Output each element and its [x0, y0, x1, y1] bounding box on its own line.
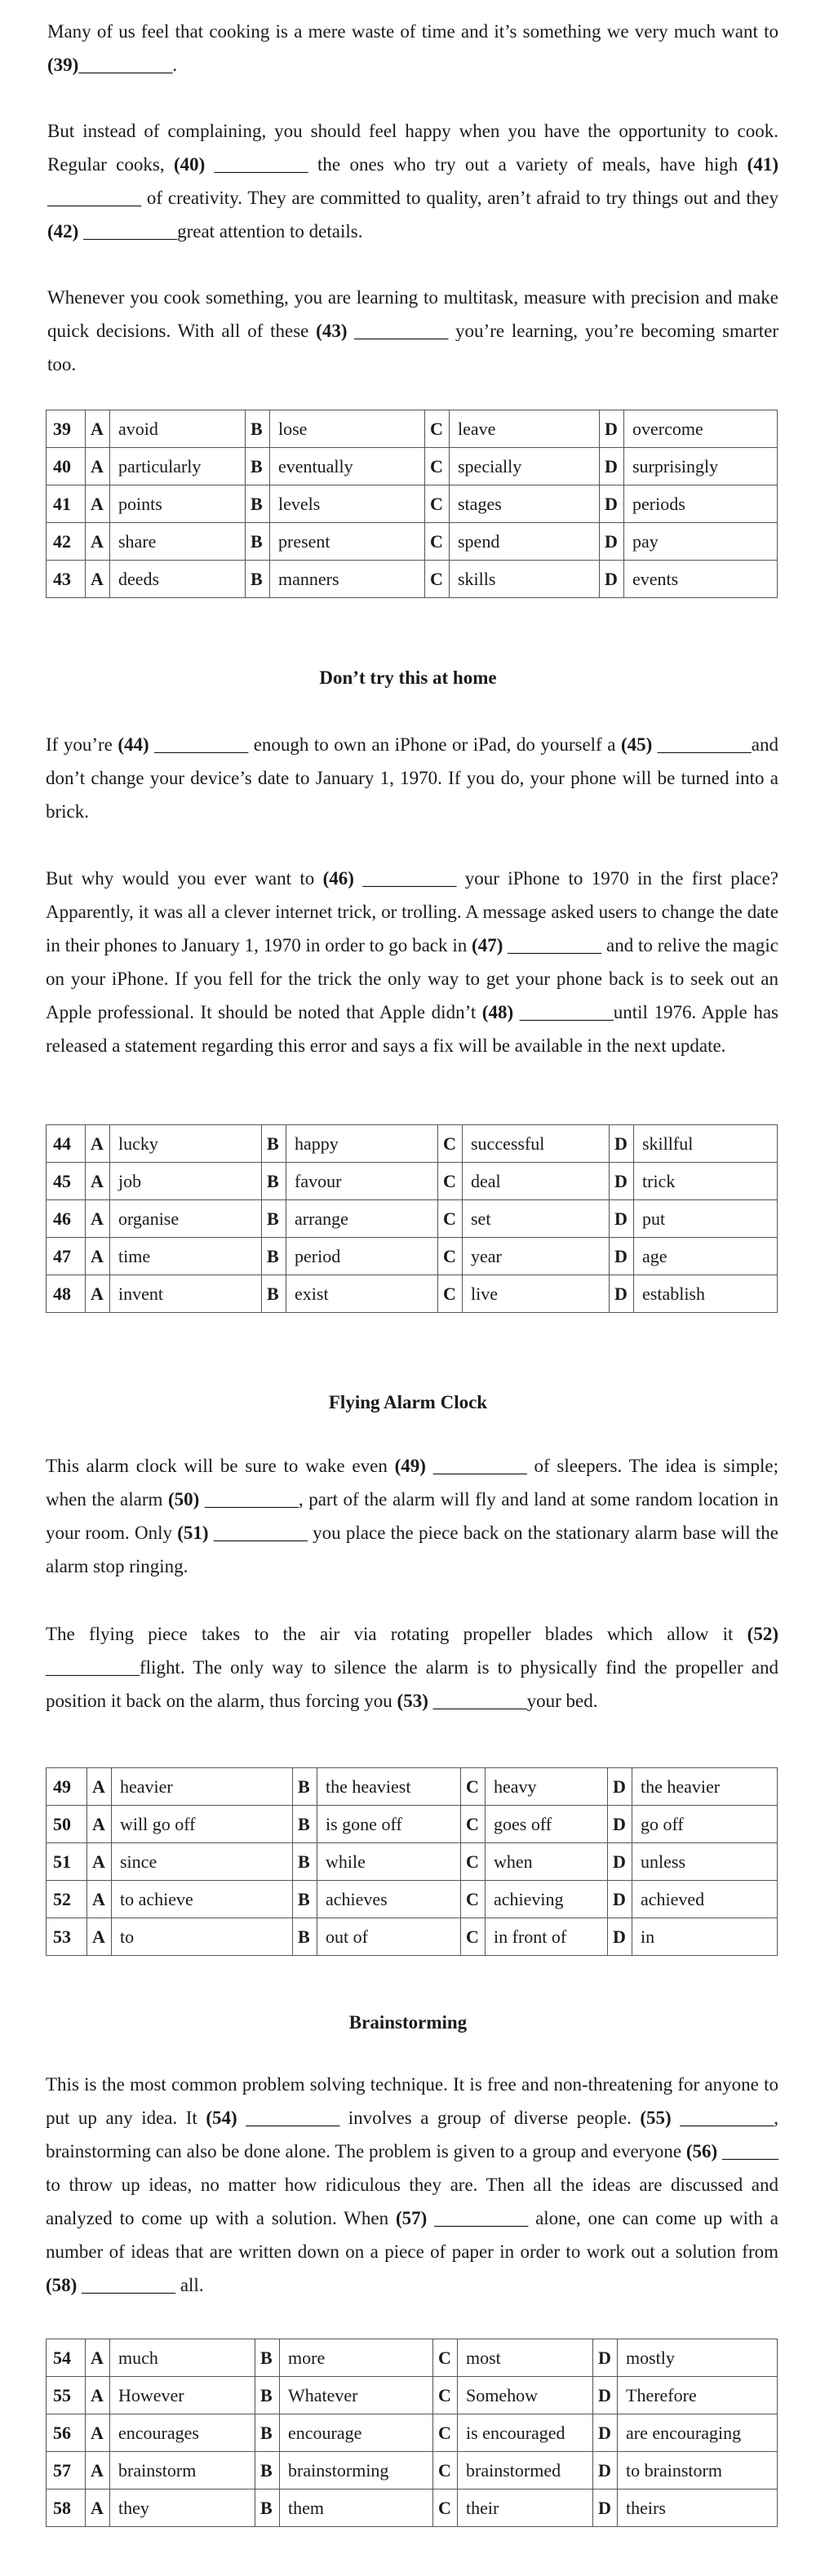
option-letter-a: A: [86, 410, 110, 448]
option-c: goes off: [486, 1806, 608, 1843]
option-d: surprisingly: [624, 448, 778, 485]
option-letter-c: C: [433, 2377, 458, 2414]
option-b: is gone off: [317, 1806, 461, 1843]
option-letter-c: C: [438, 1200, 463, 1238]
option-a: to: [112, 1918, 293, 1956]
option-c: heavy: [486, 1768, 608, 1806]
option-c: specially: [450, 448, 600, 485]
option-letter-a: A: [86, 485, 110, 523]
option-d: mostly: [618, 2339, 778, 2377]
blank-number: (45): [620, 734, 653, 755]
option-letter-d: D: [600, 485, 624, 523]
option-letter-c: C: [433, 2339, 458, 2377]
options-table: [46, 2339, 778, 2527]
option-c: their: [458, 2490, 593, 2527]
option-letter-a: A: [87, 1843, 112, 1881]
option-a: since: [112, 1843, 293, 1881]
question-number: 45: [47, 1163, 86, 1200]
option-b: brainstorming: [280, 2452, 433, 2490]
option-c: year: [463, 1238, 610, 1275]
paragraph: [46, 1449, 778, 1583]
option-d: age: [634, 1238, 778, 1275]
question-row: [47, 2377, 778, 2414]
option-a: job: [110, 1163, 262, 1200]
question-number: 48: [47, 1275, 86, 1313]
option-letter-c: C: [425, 410, 450, 448]
option-letter-b: B: [262, 1275, 286, 1313]
question-row: [47, 1238, 778, 1275]
question-number: 58: [47, 2490, 86, 2527]
option-a: invent: [110, 1275, 262, 1313]
option-d: theirs: [618, 2490, 778, 2527]
paragraph: [46, 1617, 778, 1718]
option-b: levels: [270, 485, 425, 523]
option-b: arrange: [286, 1200, 438, 1238]
blank-number: (49): [394, 1456, 426, 1476]
section-title: Brainstorming: [348, 2012, 468, 2033]
option-letter-c: C: [461, 1768, 486, 1806]
option-letter-d: D: [593, 2377, 618, 2414]
option-letter-d: D: [600, 410, 624, 448]
paragraph-text: __________ enough to own an iPhone or iPad, do yourself a: [149, 734, 621, 755]
blank-number: (47): [472, 935, 503, 955]
option-letter-d: D: [608, 1806, 632, 1843]
question-number: 54: [47, 2339, 86, 2377]
options-table: [46, 1124, 778, 1313]
option-letter-a: A: [86, 1163, 110, 1200]
option-c: set: [463, 1200, 610, 1238]
paragraph-text: __________ you place the piece back on the stationary alarm base will the alarm stop ringing.: [46, 1523, 778, 1576]
question-row: [47, 1881, 778, 1918]
paragraph-text: __________ of sleepers. The idea is simple; when the alarm: [46, 1456, 778, 1510]
paragraph-text: The flying piece takes to the air via rotating propeller blades which allow it: [46, 1624, 747, 1644]
option-letter-a: A: [87, 1918, 112, 1956]
option-letter-a: A: [86, 2339, 110, 2377]
paragraph-text: __________and don’t change your device’s date to January 1, 1970. If you do, your phone will be turned into a brick.: [46, 734, 778, 822]
option-letter-d: D: [593, 2490, 618, 2527]
option-a: avoid: [110, 410, 246, 448]
question-row: [47, 523, 778, 561]
blank-number: (53): [397, 1691, 428, 1711]
question-number: 55: [47, 2377, 86, 2414]
section-title: Flying Alarm Clock: [328, 1392, 488, 1412]
option-b: out of: [317, 1918, 461, 1956]
option-a: brainstorm: [110, 2452, 255, 2490]
option-d: Therefore: [618, 2377, 778, 2414]
question-number: 50: [47, 1806, 87, 1843]
question-row: [47, 1200, 778, 1238]
option-b: lose: [270, 410, 425, 448]
option-letter-c: C: [461, 1881, 486, 1918]
option-c: is encouraged: [458, 2414, 593, 2452]
option-letter-b: B: [262, 1125, 286, 1163]
question-row: [47, 410, 778, 448]
option-letter-a: A: [86, 561, 110, 598]
option-c: brainstormed: [458, 2452, 593, 2490]
option-letter-a: A: [87, 1768, 112, 1806]
paragraph-text: __________.: [78, 55, 178, 75]
option-letter-d: D: [608, 1918, 632, 1956]
paragraph: [47, 281, 778, 381]
option-a: particularly: [110, 448, 246, 485]
question-row: [47, 1768, 778, 1806]
option-c: when: [486, 1843, 608, 1881]
option-a: share: [110, 523, 246, 561]
question-number: 51: [47, 1843, 87, 1881]
blank-number: (51): [177, 1523, 209, 1543]
option-letter-c: C: [461, 1843, 486, 1881]
option-a: points: [110, 485, 246, 523]
option-b: period: [286, 1238, 438, 1275]
option-c: leave: [450, 410, 600, 448]
option-letter-b: B: [293, 1918, 317, 1956]
blank-number: (42): [47, 221, 79, 242]
blank-number: (54): [206, 2108, 237, 2128]
paragraph-text: __________ all.: [77, 2275, 204, 2295]
question-number: 39: [47, 410, 86, 448]
option-b: the heaviest: [317, 1768, 461, 1806]
question-number: 57: [47, 2452, 86, 2490]
question-row: [47, 1275, 778, 1313]
option-letter-d: D: [600, 523, 624, 561]
option-letter-c: C: [438, 1163, 463, 1200]
option-c: Somehow: [458, 2377, 593, 2414]
option-a: lucky: [110, 1125, 262, 1163]
option-a: they: [110, 2490, 255, 2527]
option-letter-b: B: [255, 2377, 280, 2414]
option-a: will go off: [112, 1806, 293, 1843]
option-letter-c: C: [425, 523, 450, 561]
blank-number: (58): [46, 2275, 78, 2295]
paragraph-text: __________great attention to details.: [78, 221, 363, 242]
option-b: encourage: [280, 2414, 433, 2452]
paragraph-text: __________, part of the alarm will fly and land at some random location in your room. Only: [46, 1489, 778, 1543]
option-letter-b: B: [255, 2490, 280, 2527]
question-row: [47, 1806, 778, 1843]
option-letter-c: C: [461, 1806, 486, 1843]
question-row: [47, 1125, 778, 1163]
option-c: spend: [450, 523, 600, 561]
question-row: [47, 485, 778, 523]
paragraph: [46, 2068, 778, 2302]
option-d: go off: [632, 1806, 778, 1843]
option-letter-d: D: [608, 1768, 632, 1806]
option-letter-d: D: [610, 1200, 634, 1238]
paragraph: [46, 728, 778, 828]
option-d: events: [624, 561, 778, 598]
option-c: achieving: [486, 1881, 608, 1918]
option-letter-d: D: [600, 561, 624, 598]
option-b: manners: [270, 561, 425, 598]
paragraph-text: __________ of creativity. They are committed to quality, aren’t afraid to try things out and they: [47, 188, 778, 208]
option-letter-d: D: [608, 1881, 632, 1918]
option-letter-b: B: [262, 1163, 286, 1200]
paragraph-text: Many of us feel that cooking is a mere waste of time and it’s something we very much want to: [47, 21, 778, 42]
option-letter-b: B: [293, 1768, 317, 1806]
option-letter-d: D: [593, 2452, 618, 2490]
paragraph: [46, 862, 778, 1062]
option-letter-d: D: [610, 1238, 634, 1275]
option-d: pay: [624, 523, 778, 561]
option-letter-a: A: [86, 1125, 110, 1163]
option-letter-d: D: [593, 2414, 618, 2452]
option-letter-c: C: [425, 561, 450, 598]
option-d: unless: [632, 1843, 778, 1881]
blank-number: (41): [747, 154, 778, 175]
paragraph-text: __________ the ones who try out a variety of meals, have high: [205, 154, 747, 175]
option-letter-b: B: [246, 448, 270, 485]
option-letter-c: C: [433, 2414, 458, 2452]
option-letter-d: D: [610, 1163, 634, 1200]
option-letter-d: D: [610, 1275, 634, 1313]
option-letter-a: A: [86, 1238, 110, 1275]
option-letter-b: B: [293, 1881, 317, 1918]
option-b: exist: [286, 1275, 438, 1313]
option-d: to brainstorm: [618, 2452, 778, 2490]
question-number: 44: [47, 1125, 86, 1163]
option-letter-b: B: [262, 1200, 286, 1238]
option-letter-c: C: [433, 2452, 458, 2490]
option-b: Whatever: [280, 2377, 433, 2414]
option-letter-d: D: [593, 2339, 618, 2377]
blank-number: (39): [47, 55, 79, 75]
option-letter-a: A: [86, 2490, 110, 2527]
question-number: 47: [47, 1238, 86, 1275]
option-d: skillful: [634, 1125, 778, 1163]
option-b: them: [280, 2490, 433, 2527]
option-letter-a: A: [86, 1200, 110, 1238]
option-letter-c: C: [433, 2490, 458, 2527]
options-table: [46, 1767, 778, 1956]
paragraph: [47, 15, 778, 82]
option-letter-b: B: [255, 2339, 280, 2377]
option-letter-d: D: [600, 448, 624, 485]
question-number: 56: [47, 2414, 86, 2452]
question-row: [47, 1163, 778, 1200]
paragraph-text: But instead of complaining, you should feel happy when you have the opportunity to cook. Regular cooks,: [47, 121, 778, 175]
option-letter-c: C: [425, 485, 450, 523]
question-number: 43: [47, 561, 86, 598]
option-b: eventually: [270, 448, 425, 485]
option-letter-c: C: [438, 1125, 463, 1163]
blank-number: (44): [118, 734, 149, 755]
option-d: put: [634, 1200, 778, 1238]
blank-number: (43): [316, 321, 348, 341]
paragraph-text: __________ involves a group of diverse people.: [237, 2108, 641, 2128]
question-row: [47, 1918, 778, 1956]
question-row: [47, 1843, 778, 1881]
option-a: to achieve: [112, 1881, 293, 1918]
option-c: successful: [463, 1125, 610, 1163]
option-letter-b: B: [262, 1238, 286, 1275]
paragraph-text: __________ you’re learning, you’re becoming smarter too.: [47, 321, 778, 375]
section-title: Don’t try this at home: [319, 667, 497, 688]
paragraph-text: __________ and to relive the magic on your iPhone. If you fell for the trick the only way to get your phone back is to seek out an Apple professional. It should be noted that Apple didn’t: [46, 935, 778, 1022]
blank-number: (40): [173, 154, 206, 175]
option-d: achieved: [632, 1881, 778, 1918]
option-d: overcome: [624, 410, 778, 448]
option-letter-d: D: [610, 1125, 634, 1163]
option-letter-b: B: [246, 485, 270, 523]
question-number: 41: [47, 485, 86, 523]
option-a: deeds: [110, 561, 246, 598]
question-number: 40: [47, 448, 86, 485]
question-row: [47, 2414, 778, 2452]
option-letter-b: B: [255, 2414, 280, 2452]
option-b: present: [270, 523, 425, 561]
option-letter-a: A: [87, 1881, 112, 1918]
paragraph-text: Whenever you cook something, you are learning to multitask, measure with precision and make quick decisions. With all of these: [47, 287, 778, 341]
option-d: establish: [634, 1275, 778, 1313]
option-b: more: [280, 2339, 433, 2377]
question-row: [47, 2490, 778, 2527]
option-a: heavier: [112, 1768, 293, 1806]
question-number: 53: [47, 1918, 87, 1956]
blank-number: (48): [481, 1002, 514, 1022]
option-a: However: [110, 2377, 255, 2414]
option-letter-a: A: [87, 1806, 112, 1843]
option-letter-b: B: [246, 410, 270, 448]
option-a: time: [110, 1238, 262, 1275]
option-letter-c: C: [461, 1918, 486, 1956]
option-a: much: [110, 2339, 255, 2377]
option-letter-b: B: [293, 1806, 317, 1843]
option-a: organise: [110, 1200, 262, 1238]
option-letter-b: B: [246, 561, 270, 598]
question-number: 52: [47, 1881, 87, 1918]
option-c: in front of: [486, 1918, 608, 1956]
question-number: 46: [47, 1200, 86, 1238]
blank-number: (55): [640, 2108, 672, 2128]
option-letter-b: B: [246, 523, 270, 561]
option-c: skills: [450, 561, 600, 598]
blank-number: (56): [685, 2141, 718, 2161]
option-letter-a: A: [86, 448, 110, 485]
question-row: [47, 448, 778, 485]
question-number: 49: [47, 1768, 87, 1806]
option-letter-a: A: [86, 523, 110, 561]
option-letter-a: A: [86, 1275, 110, 1313]
option-c: most: [458, 2339, 593, 2377]
paragraph-text: __________flight. The only way to silence the alarm is to physically find the propeller and position it back on the alarm, thus forcing you: [46, 1657, 778, 1711]
option-b: favour: [286, 1163, 438, 1200]
option-a: encourages: [110, 2414, 255, 2452]
paragraph-text: __________until 1976. Apple has released a statement regarding this error and says a fix will be available in the next update.: [46, 1002, 778, 1056]
option-letter-a: A: [86, 2377, 110, 2414]
paragraph-text: __________, brainstorming can also be done alone. The problem is given to a group and everyone: [46, 2108, 778, 2161]
paragraph-text: This alarm clock will be sure to wake even: [46, 1456, 395, 1476]
option-d: trick: [634, 1163, 778, 1200]
option-b: achieves: [317, 1881, 461, 1918]
option-letter-a: A: [86, 2414, 110, 2452]
option-b: while: [317, 1843, 461, 1881]
option-letter-d: D: [608, 1843, 632, 1881]
paragraph-text: __________ alone, one can come up with a number of ideas that are written down on a piece of paper in order to work out a solution from: [46, 2208, 778, 2262]
question-row: [47, 2452, 778, 2490]
option-c: stages: [450, 485, 600, 523]
option-letter-c: C: [438, 1275, 463, 1313]
blank-number: (52): [747, 1624, 778, 1644]
option-c: deal: [463, 1163, 610, 1200]
paragraph-text: __________ your iPhone to 1970 in the first place? Apparently, it was all a clever internet trick, or trolling. A message asked users to change the date in their phones to January 1, 1970 in order to go back in: [46, 868, 779, 955]
option-d: the heavier: [632, 1768, 778, 1806]
option-letter-c: C: [438, 1238, 463, 1275]
paragraph: [47, 114, 778, 248]
blank-number: (50): [168, 1489, 200, 1510]
blank-number: (46): [322, 868, 354, 889]
option-c: live: [463, 1275, 610, 1313]
blank-number: (57): [395, 2208, 428, 2228]
paragraph-text: __________your bed.: [428, 1691, 598, 1711]
option-d: are encouraging: [618, 2414, 778, 2452]
options-table: [46, 410, 778, 598]
option-letter-a: A: [86, 2452, 110, 2490]
question-row: [47, 2339, 778, 2377]
paragraph-text: If you’re: [46, 734, 118, 755]
paragraph-text: This is the most common problem solving technique. It is free and non-threatening for anyone to put up any idea. It: [46, 2074, 778, 2128]
option-d: in: [632, 1918, 778, 1956]
option-letter-b: B: [255, 2452, 280, 2490]
option-letter-c: C: [425, 448, 450, 485]
option-d: periods: [624, 485, 778, 523]
question-number: 42: [47, 523, 86, 561]
paragraph-text: ______ to throw up ideas, no matter how ridiculous they are. Then all the ideas are discussed and analyzed to come up with a solution. When: [46, 2141, 778, 2228]
option-letter-b: B: [293, 1843, 317, 1881]
question-row: [47, 561, 778, 598]
option-b: happy: [286, 1125, 438, 1163]
paragraph-text: But why would you ever want to: [46, 868, 323, 889]
